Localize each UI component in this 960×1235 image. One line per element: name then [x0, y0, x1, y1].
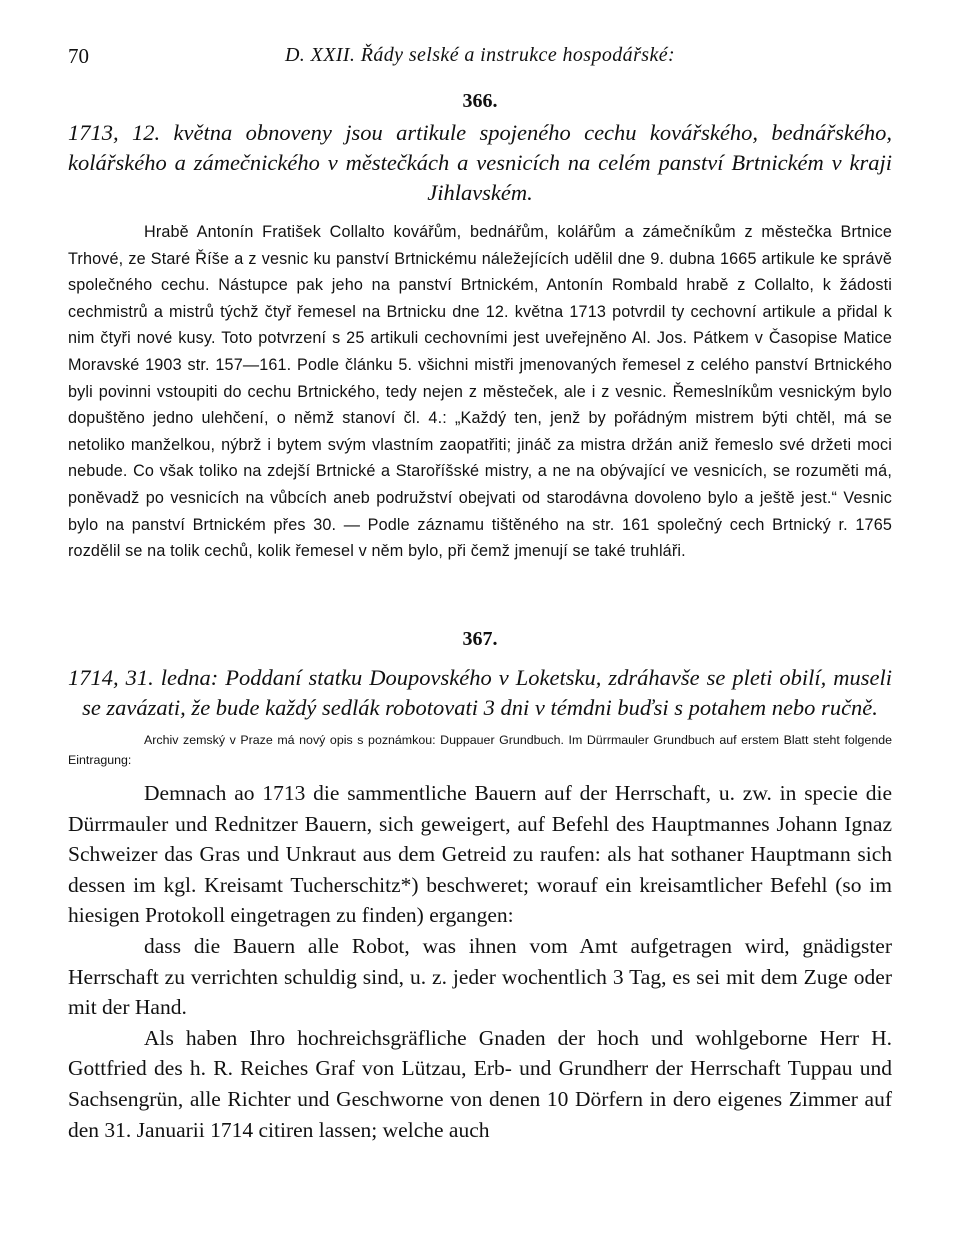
german-paragraph: Demnach ao 1713 die sammentliche Bauern auf der Herrschaft, u. zw. in specie die Dürrmauler und Rednitzer Bauern, sich geweigert, auf Befehl des Hauptmannes Johann Ignaz Schweizer das Gras und Unkraut aus dem Getreid zu raufen: als hat sothaner Hauptmann sich dessen im kgl. Kreisamt Tucherschitz*) beschweret; worauf ein kreisamtlicher Befehl (so im hiesigen Protokoll eingetragen zu finden) ergangen: — [68, 781, 892, 928]
running-title: D. XXII. Řády selské a instrukce hospodářské: — [284, 44, 676, 66]
document-367 — [68, 628, 892, 1145]
body-paragraph: Hrabě Antonín Fratišek Collalto kovářům, bednářům, kolářům a zámečníkům z městečka Brtnice Trhové, ze Staré Říše a z vesnic ku panství Brtnickému náležejících udělil dne 9. dubna 1665 artikule ke správě společného cechu. Nástupce pak jeho na panství Brtnickém, Antonín Rombald hrabě z Collalto, k žádosti cechmistrů a mistrů týchž čtyř řemesel na Brtnicku dne 12. května 1713 potvrdil ty cechovní artikule a přidal k nim čtyři nové kusy. Toto potvrzení s 25 artikuli cechovními jest uveřejněno Al. Jos. Pátkem v Časopise Matice Moravské 1903 str. 157—161. Podle článku 5. všichni mistři jmenovaných řemesel z celého panství Brtnického byli povinni vstoupiti do cechu Brtnického, tedy nejen z městeček, ale i z vesnic. Řemeslníkům vesnickým bylo dopuštěno jedno ulehčení, o němž stanoví čl. 4.: „Každý ten, jenž by pořádným mistrem býti chtěl, má se netoliko manželkou, nýbrž i bytem svým vlastním zaopatřiti; jináč za mistra držán aniž řemeslo své držeti moci nebude. Co však toliko na zdejší Brtnické a Staroříšské mistry, a ne na obývající ve vesnicích, se rozuměti má, poněvadž po vesnicích na vůbcích aneb podružství obejvati od starodávna dovoleno bylo a ještě jest.“ Vesnic bylo na panství Brtnickém přes 30. — Podle záznamu tištěného na str. 161 společný cech Brtnický r. 1765 rozdělil se na tolik cechů, kolik řemesel v něm bylo, při čemž jmenují se také truhláři. — [68, 223, 892, 561]
document-366 — [68, 90, 892, 565]
document-heading-366: 1713, 12. května obnoveny jsou artikule spojeného cechu kovářského, bednářského, kolářského a zámečnického v městečkách a vesnicích na celém panství Brtnickém v kraji Jihlavském. — [68, 120, 892, 205]
page-number: 70 — [68, 44, 89, 68]
document-heading-367: 1714, 31. ledna: Poddaní statku Doupovského v Loketsku, zdráhavše se pleti obilí, museli se zavázati, že bude každý sedlák robotovati 3 dni v témdni buďsi s potahem nebo ručně. — [68, 665, 892, 720]
archive-note — [68, 731, 892, 770]
german-paragraph: Als haben Ihro hochreichsgräfliche Gnaden der hoch und wohlgeborne Herr H. Gottfried des h. R. Reiches Graf von Lützau, Erb- und Grundherr der Herrschaft Tuppau und Sachsengrün, alle Richter und Geschworne von denen 10 Dörfern in dero eigenes Zimmer auf den 31. Januarii 1714 citiren lassen; welche auch — [68, 1025, 892, 1142]
german-paragraph: dass die Bauern alle Robot, was ihnen vom Amt aufgetragen wird, gnädigster Herrschaft zu verrichten schuldig sind, u. z. jeder wochentlich 3 Tag, es sei mit dem Zuge oder mit der Hand. — [68, 933, 892, 1020]
page-header — [68, 44, 892, 74]
document-number-367: 367. — [462, 628, 498, 650]
document-body-366 — [68, 219, 892, 565]
archive-note-text: Archiv zemský v Praze má nový opis s poznámkou: Duppauer Grundbuch. Im Dürrmauler Grundbuch auf erstem Blatt steht folgende Eintragung: — [68, 733, 892, 767]
document-number-366: 366. — [462, 90, 498, 112]
german-text — [68, 778, 892, 1145]
